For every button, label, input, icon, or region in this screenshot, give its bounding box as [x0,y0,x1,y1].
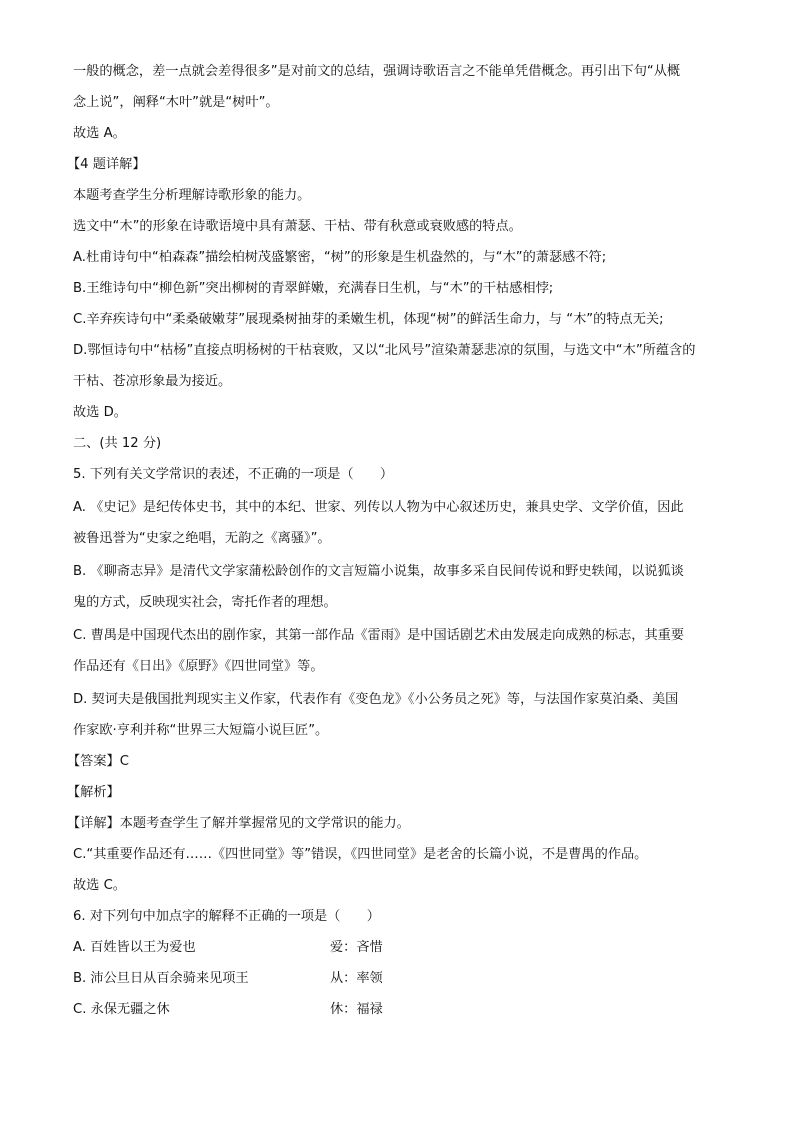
text-line: C.辛弃疾诗句中“柔桑破嫩芽”展现桑树抽芽的柔嫩生机，体现“树”的鲜活生命力，与 “木”的特点无关; [73,312,664,327]
text-line: 干枯、苍凉形象最为接近。 [73,374,232,389]
option-explanation: 从：率领 [330,971,383,986]
option-sentence: C. 永保无疆之休 [73,1002,170,1017]
text-line: 选文中“木”的形象在诗歌语境中具有萧瑟、干枯、带有秋意或衰败感的特点。 [73,219,522,234]
text-line: C.“其重要作品还有……《四世同堂》等”错误，《四世同堂》是老舍的长篇小说，不是曹禺的作品。 [73,847,648,862]
question-stem: 6. 对下列句中加点字的解释不正确的一项是（ ） [73,909,380,924]
text-line: C. 曹禺是中国现代杰出的剧作家，其第一部作品《雷雨》是中国话剧艺术由发展走向成熟的标志，其重要 [73,628,685,643]
option-explanation: 爱：吝惜 [330,940,383,955]
text-line: B.王维诗句中“柳色新”突出柳树的青翠鲜嫩，充满春日生机，与“木”的干枯感相悖; [73,281,554,296]
question-stem: 5. 下列有关文学常识的表述，不正确的一项是（ ） [73,467,394,482]
option-sentence: B. 沛公旦日从百余骑来见项王 [73,971,249,986]
text-line: 故选 A。 [73,126,126,141]
text-line: B. 《聊斋志异》是清代文学家蒲松龄创作的文言短篇小说集，故事多采自民间传说和野史轶闻，以说狐谈 [73,564,684,579]
text-line: 念上说”，阐释“木叶”就是“树叶”。 [73,95,279,110]
text-line: 一般的概念，差一点就会差得很多”是对前文的总结，强调诗歌语言之不能单凭借概念。再引出下句“从概 [73,64,681,79]
text-line: D.鄂恒诗句中“枯杨”直接点明杨树的干枯衰败，又以“北风号”渲染萧瑟悲凉的氛围，与选文中“木”所蕴含的 [73,343,696,358]
section-heading: 二、(共 12 分) [73,436,162,451]
text-line: 作品还有《日出》《原野》《四世同堂》等。 [73,659,324,674]
text-line: 鬼的方式，反映现实社会，寄托作者的理想。 [73,595,337,610]
text-line: 本题考查学生分析理解诗歌形象的能力。 [73,188,311,203]
text-line: 作家欧·亨利并称“世界三大短篇小说巨匠”。 [73,723,329,738]
text-line: A.杜甫诗句中“柏森森”描绘柏树茂盛繁密，“树”的形象是生机盎然的，与“木”的萧瑟感不符; [73,250,607,265]
option-sentence: A. 百姓皆以王为爱也 [73,940,196,955]
text-line: 被鲁迅誉为“史家之绝唱，无韵之《离骚》”。 [73,531,331,546]
answer-label: 【答案】C [67,754,129,769]
text-line: A. 《史记》是纪传体史书，其中的本纪、世家、列传以人物为中心叙述历史，兼具史学、文学价值，因此 [73,500,684,515]
option-explanation: 休：福禄 [330,1002,383,1017]
section-heading: 【4 题详解】 [67,157,146,172]
text-line: 【详解】本题考查学生了解并掌握常见的文学常识的能力。 [67,816,410,831]
analysis-label: 【解析】 [67,785,120,800]
text-line: D. 契诃夫是俄国批判现实主义作家，代表作有《变色龙》《小公务员之死》等，与法国作家莫泊桑、美国 [73,692,679,707]
text-line: 故选 C。 [73,878,126,893]
text-line: 故选 D。 [73,405,127,420]
